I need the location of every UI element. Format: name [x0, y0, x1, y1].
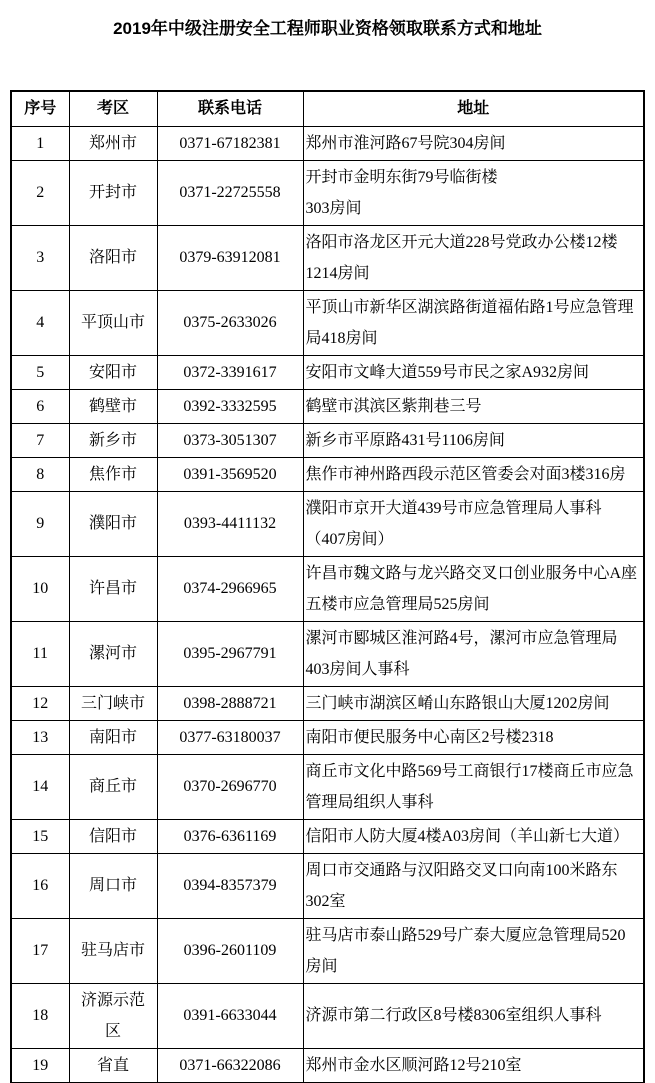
- exam-area-cell: [69, 918, 157, 983]
- text-line: 周口市交通路与汉阳路交叉口向南100米路东: [305, 861, 618, 879]
- table-row: [11, 126, 644, 160]
- text-line: 商丘市: [88, 778, 137, 795]
- serial-number-cell: 15: [11, 819, 69, 853]
- address-cell: [303, 754, 644, 819]
- table-row: [11, 853, 644, 918]
- exam-area-cell: [69, 720, 157, 754]
- text-line: 五楼市应急管理局525房间: [305, 595, 490, 613]
- address-cell: [303, 389, 644, 423]
- text-line: 信阳市人防大厦4楼A03房间（羊山新七大道）: [305, 827, 630, 845]
- text-line: 许昌市: [88, 580, 137, 597]
- exam-area-cell: [69, 160, 157, 225]
- serial-number-cell: 12: [11, 686, 69, 720]
- address-cell: [303, 720, 644, 754]
- text-line: 403房间人事科: [305, 660, 410, 678]
- text-line: 管理局组织人事科: [305, 793, 434, 811]
- text-line: 焦作市: [88, 465, 137, 483]
- exam-area-cell: [69, 290, 157, 355]
- text-line: 郑州市金水区顺河路12号210室: [305, 1056, 522, 1074]
- page-title: 2019年中级注册安全工程师职业资格领取联系方式和地址: [113, 19, 542, 38]
- table-row: [11, 225, 644, 290]
- text-line: 安阳市文峰大道559号市民之家A932房间: [305, 363, 590, 381]
- contact-phone-cell: 0372-3391617: [157, 355, 303, 389]
- table-row: [11, 1048, 644, 1083]
- table-row: [11, 491, 644, 556]
- address-cell: [303, 686, 644, 720]
- contact-phone-cell: 0395-2967791: [157, 621, 303, 686]
- address-cell: [303, 556, 644, 621]
- table-row: [11, 355, 644, 389]
- text-line: 省直: [96, 1056, 129, 1074]
- contact-phone-cell: 0379-63912081: [157, 225, 303, 290]
- text-line: 许昌市魏文路与龙兴路交叉口创业服务中心A座: [305, 564, 638, 582]
- table-row: [11, 754, 644, 819]
- serial-number-cell: 13: [11, 720, 69, 754]
- table-row: [11, 686, 644, 720]
- text-line: 区: [104, 1022, 121, 1040]
- table-row: [11, 720, 644, 754]
- contact-phone-cell: 0394-8357379: [157, 853, 303, 918]
- text-line: 南阳市: [88, 728, 137, 746]
- contact-phone-cell: 0370-2696770: [157, 754, 303, 819]
- serial-number-cell: 6: [11, 389, 69, 423]
- exam-area-cell: [69, 389, 157, 423]
- exam-area-cell: [69, 686, 157, 720]
- address-cell: [303, 423, 644, 457]
- text-line: 洛阳市: [88, 249, 137, 266]
- contact-phone-cell: 0391-6633044: [157, 983, 303, 1048]
- serial-number-cell: 17: [11, 918, 69, 983]
- serial-number-cell: 4: [11, 290, 69, 355]
- exam-area-cell: [69, 556, 157, 621]
- contact-phone-cell: 0393-4411132: [157, 491, 303, 556]
- text-line: 洛阳市洛龙区开元大道228号党政办公楼12楼: [305, 233, 618, 251]
- text-line: 开封市金明东街79号临街楼: [305, 168, 498, 186]
- address-cell: [303, 1048, 644, 1083]
- header-address: 地址: [303, 91, 644, 126]
- contact-phone-cell: 0373-3051307: [157, 423, 303, 457]
- text-line: 鹤壁市淇滨区紫荆巷三号: [305, 397, 482, 415]
- text-line: 漯河市郾城区淮河路4号，漯河市应急管理局: [305, 629, 618, 647]
- text-line: 局418房间: [305, 329, 378, 347]
- serial-number-cell: 2: [11, 160, 69, 225]
- address-cell: [303, 853, 644, 918]
- text-line: 鹤壁市: [88, 397, 137, 415]
- contact-phone-cell: 0376-6361169: [157, 819, 303, 853]
- text-line: 303房间: [305, 199, 362, 217]
- text-line: 新乡市平原路431号1106房间: [305, 431, 505, 449]
- exam-area-cell: [69, 754, 157, 819]
- text-line: 开封市: [88, 184, 137, 201]
- exam-area-cell: [69, 853, 157, 918]
- table-row: [11, 423, 644, 457]
- text-line: 济源示范: [80, 991, 145, 1009]
- serial-number-cell: 18: [11, 983, 69, 1048]
- serial-number-cell: 5: [11, 355, 69, 389]
- table-body: [11, 126, 644, 1083]
- text-line: 房间: [305, 957, 338, 975]
- text-line: （407房间）: [305, 530, 394, 548]
- header-exam-area: 考区: [69, 91, 157, 126]
- text-line: 1214房间: [305, 264, 370, 282]
- serial-number-cell: 1: [11, 126, 69, 160]
- header-serial-number: 序号: [11, 91, 69, 126]
- serial-number-cell: 19: [11, 1048, 69, 1083]
- address-cell: [303, 621, 644, 686]
- exam-area-cell: [69, 126, 157, 160]
- exam-area-cell: [69, 457, 157, 491]
- serial-number-cell: 14: [11, 754, 69, 819]
- exam-area-cell: [69, 225, 157, 290]
- address-cell: [303, 918, 644, 983]
- exam-area-cell: [69, 1048, 157, 1083]
- contact-phone-cell: 0398-2888721: [157, 686, 303, 720]
- table-row: [11, 389, 644, 423]
- address-cell: [303, 126, 644, 160]
- text-line: 驻马店市泰山路529号广泰大厦应急管理局520: [305, 926, 626, 944]
- table-header-row: [11, 91, 644, 126]
- text-line: 302室: [305, 892, 346, 910]
- contact-phone-cell: 0371-66322086: [157, 1048, 303, 1083]
- contact-phone-cell: 0377-63180037: [157, 720, 303, 754]
- text-line: 平顶山市新华区湖滨路街道福佑路1号应急管理: [305, 298, 634, 316]
- address-cell: [303, 290, 644, 355]
- text-line: 驻马店市: [80, 942, 145, 959]
- exam-area-cell: [69, 621, 157, 686]
- address-cell: [303, 457, 644, 491]
- address-cell: [303, 355, 644, 389]
- text-line: 信阳市: [88, 827, 137, 845]
- contact-phone-cell: 0371-22725558: [157, 160, 303, 225]
- table-row: [11, 983, 644, 1048]
- exam-area-cell: [69, 423, 157, 457]
- text-line: 濮阳市京开大道439号市应急管理局人事科: [305, 499, 602, 517]
- text-line: 三门峡市湖滨区崤山东路银山大厦1202房间: [305, 694, 610, 712]
- text-line: 三门峡市: [80, 694, 145, 712]
- exam-area-cell: [69, 983, 157, 1048]
- text-line: 郑州市淮河路67号院304房间: [305, 134, 506, 152]
- text-line: 郑州市: [88, 134, 137, 152]
- text-line: 焦作市神州路西段示范区管委会对面3楼316房: [305, 465, 626, 483]
- serial-number-cell: 8: [11, 457, 69, 491]
- table-row: [11, 160, 644, 225]
- text-line: 濮阳市: [88, 515, 137, 532]
- exam-area-cell: [69, 491, 157, 556]
- address-cell: [303, 983, 644, 1048]
- table-row: [11, 819, 644, 853]
- text-line: 济源市第二行政区8号楼8306室组织人事科: [305, 1007, 602, 1024]
- address-cell: [303, 491, 644, 556]
- exam-area-cell: [69, 355, 157, 389]
- text-line: 漯河市: [88, 645, 137, 662]
- table-row: [11, 457, 644, 491]
- address-cell: [303, 160, 644, 225]
- exam-area-cell: [69, 819, 157, 853]
- contact-phone-cell: 0374-2966965: [157, 556, 303, 621]
- text-line: 周口市: [88, 877, 137, 894]
- address-cell: [303, 225, 644, 290]
- contact-phone-cell: 0371-67182381: [157, 126, 303, 160]
- contact-phone-cell: 0396-2601109: [157, 918, 303, 983]
- text-line: 商丘市文化中路569号工商银行17楼商丘市应急: [305, 762, 634, 780]
- header-contact-phone: 联系电话: [157, 91, 303, 126]
- serial-number-cell: 16: [11, 853, 69, 918]
- text-line: 南阳市便民服务中心南区2号楼2318: [305, 728, 554, 746]
- contact-address-table: [10, 90, 645, 1083]
- serial-number-cell: 10: [11, 556, 69, 621]
- table-row: [11, 556, 644, 621]
- serial-number-cell: 11: [11, 621, 69, 686]
- table-row: [11, 621, 644, 686]
- text-line: 平顶山市: [80, 314, 145, 331]
- serial-number-cell: 3: [11, 225, 69, 290]
- serial-number-cell: 7: [11, 423, 69, 457]
- text-line: 新乡市: [88, 431, 137, 449]
- text-line: 安阳市: [88, 363, 137, 381]
- table-row: [11, 918, 644, 983]
- table-row: [11, 290, 644, 355]
- serial-number-cell: 9: [11, 491, 69, 556]
- address-cell: [303, 819, 644, 853]
- contact-phone-cell: 0375-2633026: [157, 290, 303, 355]
- contact-phone-cell: 0392-3332595: [157, 389, 303, 423]
- contact-phone-cell: 0391-3569520: [157, 457, 303, 491]
